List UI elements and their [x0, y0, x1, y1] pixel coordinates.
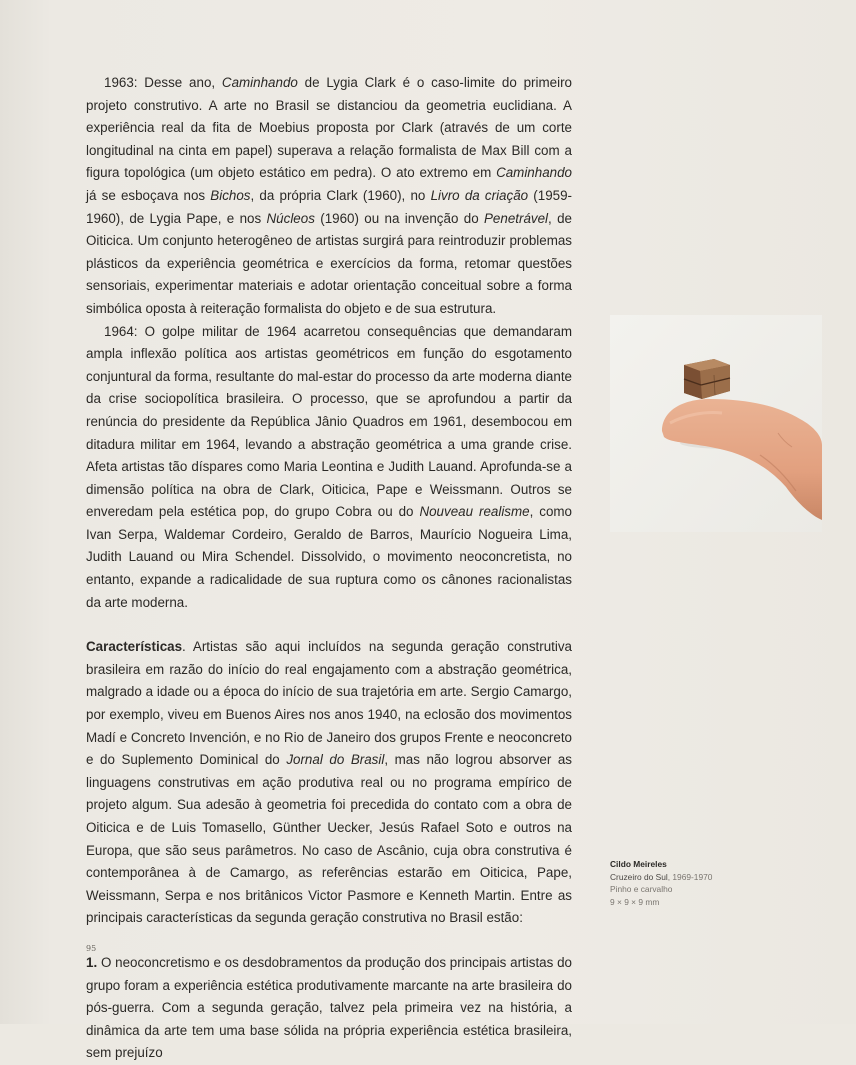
caption-title-line	[610, 871, 810, 884]
italic-title: Nouveau realisme	[419, 504, 530, 520]
caption-dates: , 1969-1970	[667, 871, 713, 882]
text-run: , da própria Clark (1960), no	[250, 187, 431, 203]
text-run: O neoconcretismo e os desdobramentos da produção dos principais artistas do grupo foram a experiência estética produtivamente marcante na arte brasileira do pós-guerra. Com a segunda geração, talvez pela primeira vez na história, a dinâmica da arte tem uma base sólida na própria experiência estética brasileira, sem prejuízo	[86, 954, 572, 1061]
text-run: (1960) ou na invenção do	[314, 210, 484, 226]
italic-title: Bichos	[210, 187, 251, 203]
finger-holding-cube-illustration	[610, 315, 822, 532]
section-heading: Características	[86, 639, 183, 655]
text-run: já se esboçava nos	[86, 187, 211, 203]
text-run: , de Oiticica. Um conjunto heterogêneo de artistas surgirá para reintroduzir problemas plásticos da experiência geométrica e exercícios da forma, retomar questões sensoriais, experimentar materiais e adotar orientação conceitual sobre a forma simbólica oposta à reiteração formalista do objeto e de sua estrutura.	[86, 210, 572, 316]
page-number: 95	[86, 944, 97, 953]
paragraph-item-1	[86, 952, 572, 1065]
paragraph-1963	[86, 72, 572, 321]
italic-title: Caminhando	[221, 75, 298, 90]
italic-title: Jornal do Brasil	[286, 752, 385, 768]
main-text-column	[86, 72, 572, 1065]
italic-title: Caminhando	[496, 165, 572, 181]
artwork-caption	[610, 858, 810, 908]
italic-title: Penetrável	[484, 210, 549, 226]
text-run: , mas não logrou absorver as linguagens construtivas em ação produtiva real ou no programa empírico de projeto algum. Sua adesão à geometria foi precedida do contato com a obra de Oiticica e de Luis Tomasello, Günther Uecker, Jesús Rafael Soto e outros na Europa, que são seus parâmetros. No caso de Ascânio, cuja obra construtiva é contemporânea à de Camargo, as referências estarão em Oiticica, Pape, Weissmann, Serpa e nos britânicos Victor Pasmore e Kenneth Martin. Entre as principais características da segunda geração construtiva no Brasil estão:	[86, 752, 572, 926]
text-run: (1959-1960), de Lygia Pape, e nos	[86, 187, 573, 226]
paragraph-1964	[86, 321, 572, 615]
text-run: 1963: Desse ano,	[104, 75, 222, 90]
text-run: de Lygia Clark é o caso-limite do primeiro projeto construtivo. A arte no Brasil se distanciou da geometria euclidiana. A experiência real da fita de Moebius proposta por Clark (através de um corte longitudinal na cinta em papel) superava a relação formalista de Max Bill com a figura topológica (um objeto estático em pedra). O ato extremo em	[86, 75, 572, 181]
text-run: 1964: O golpe militar de 1964 acarretou consequências que demandaram ampla inflexão política aos artistas geométricos em função do esgotamento conjuntural da forma, resultante do mal-estar do processo da arte moderna diante da crise sociopolítica brasileira. O processo, que se aprofundou a partir da renúncia do presidente da República Jânio Quadros em 1961, desembocou em ditadura militar em 1964, levando a abstração geométrica a uma grande crise. Afeta artistas tão díspares como Maria Leontina e Judith Lauand. Aprofunda-se a dimensão política na obra de Clark, Oiticica, Pape e Weissmann. Outros se enveredam pela estética pop, do grupo Cobra ou do	[86, 323, 572, 520]
caption-title: Cruzeiro do Sul	[610, 871, 668, 882]
artwork-photo	[610, 315, 822, 532]
italic-title: Livro da criação	[430, 187, 529, 203]
paragraph-caracteristicas	[86, 636, 572, 930]
list-number: 1.	[86, 954, 98, 970]
text-run: . Artistas são aqui incluídos na segunda geração construtiva brasileira em razão do início do real engajamento com a abstração geométrica, malgrado a idade ou a época do início de sua trajetória em arte. Sergio Camargo, por exemplo, viveu em Buenos Aires nos anos 1940, na eclosão dos movimentos Madí e Concreto Invención, e no Rio de Janeiro dos grupos Frente e neoconcreto e do Suplemento Dominical do	[86, 639, 572, 768]
caption-dimensions: 9 × 9 × 9 mm	[610, 896, 660, 907]
caption-materials: Pinho e carvalho	[610, 884, 673, 894]
italic-title: Núcleos	[266, 210, 315, 226]
caption-artist: Cildo Meireles	[610, 859, 667, 869]
text-run: , como Ivan Serpa, Waldemar Cordeiro, Geraldo de Barros, Maurício Nogueira Lima, Judith Lauand ou Mira Schendel. Dissolvido, o movimento neoconcretista, no entanto, expande a radicalidade de sua ruptura como os cânones racionalistas da arte moderna.	[86, 504, 573, 610]
